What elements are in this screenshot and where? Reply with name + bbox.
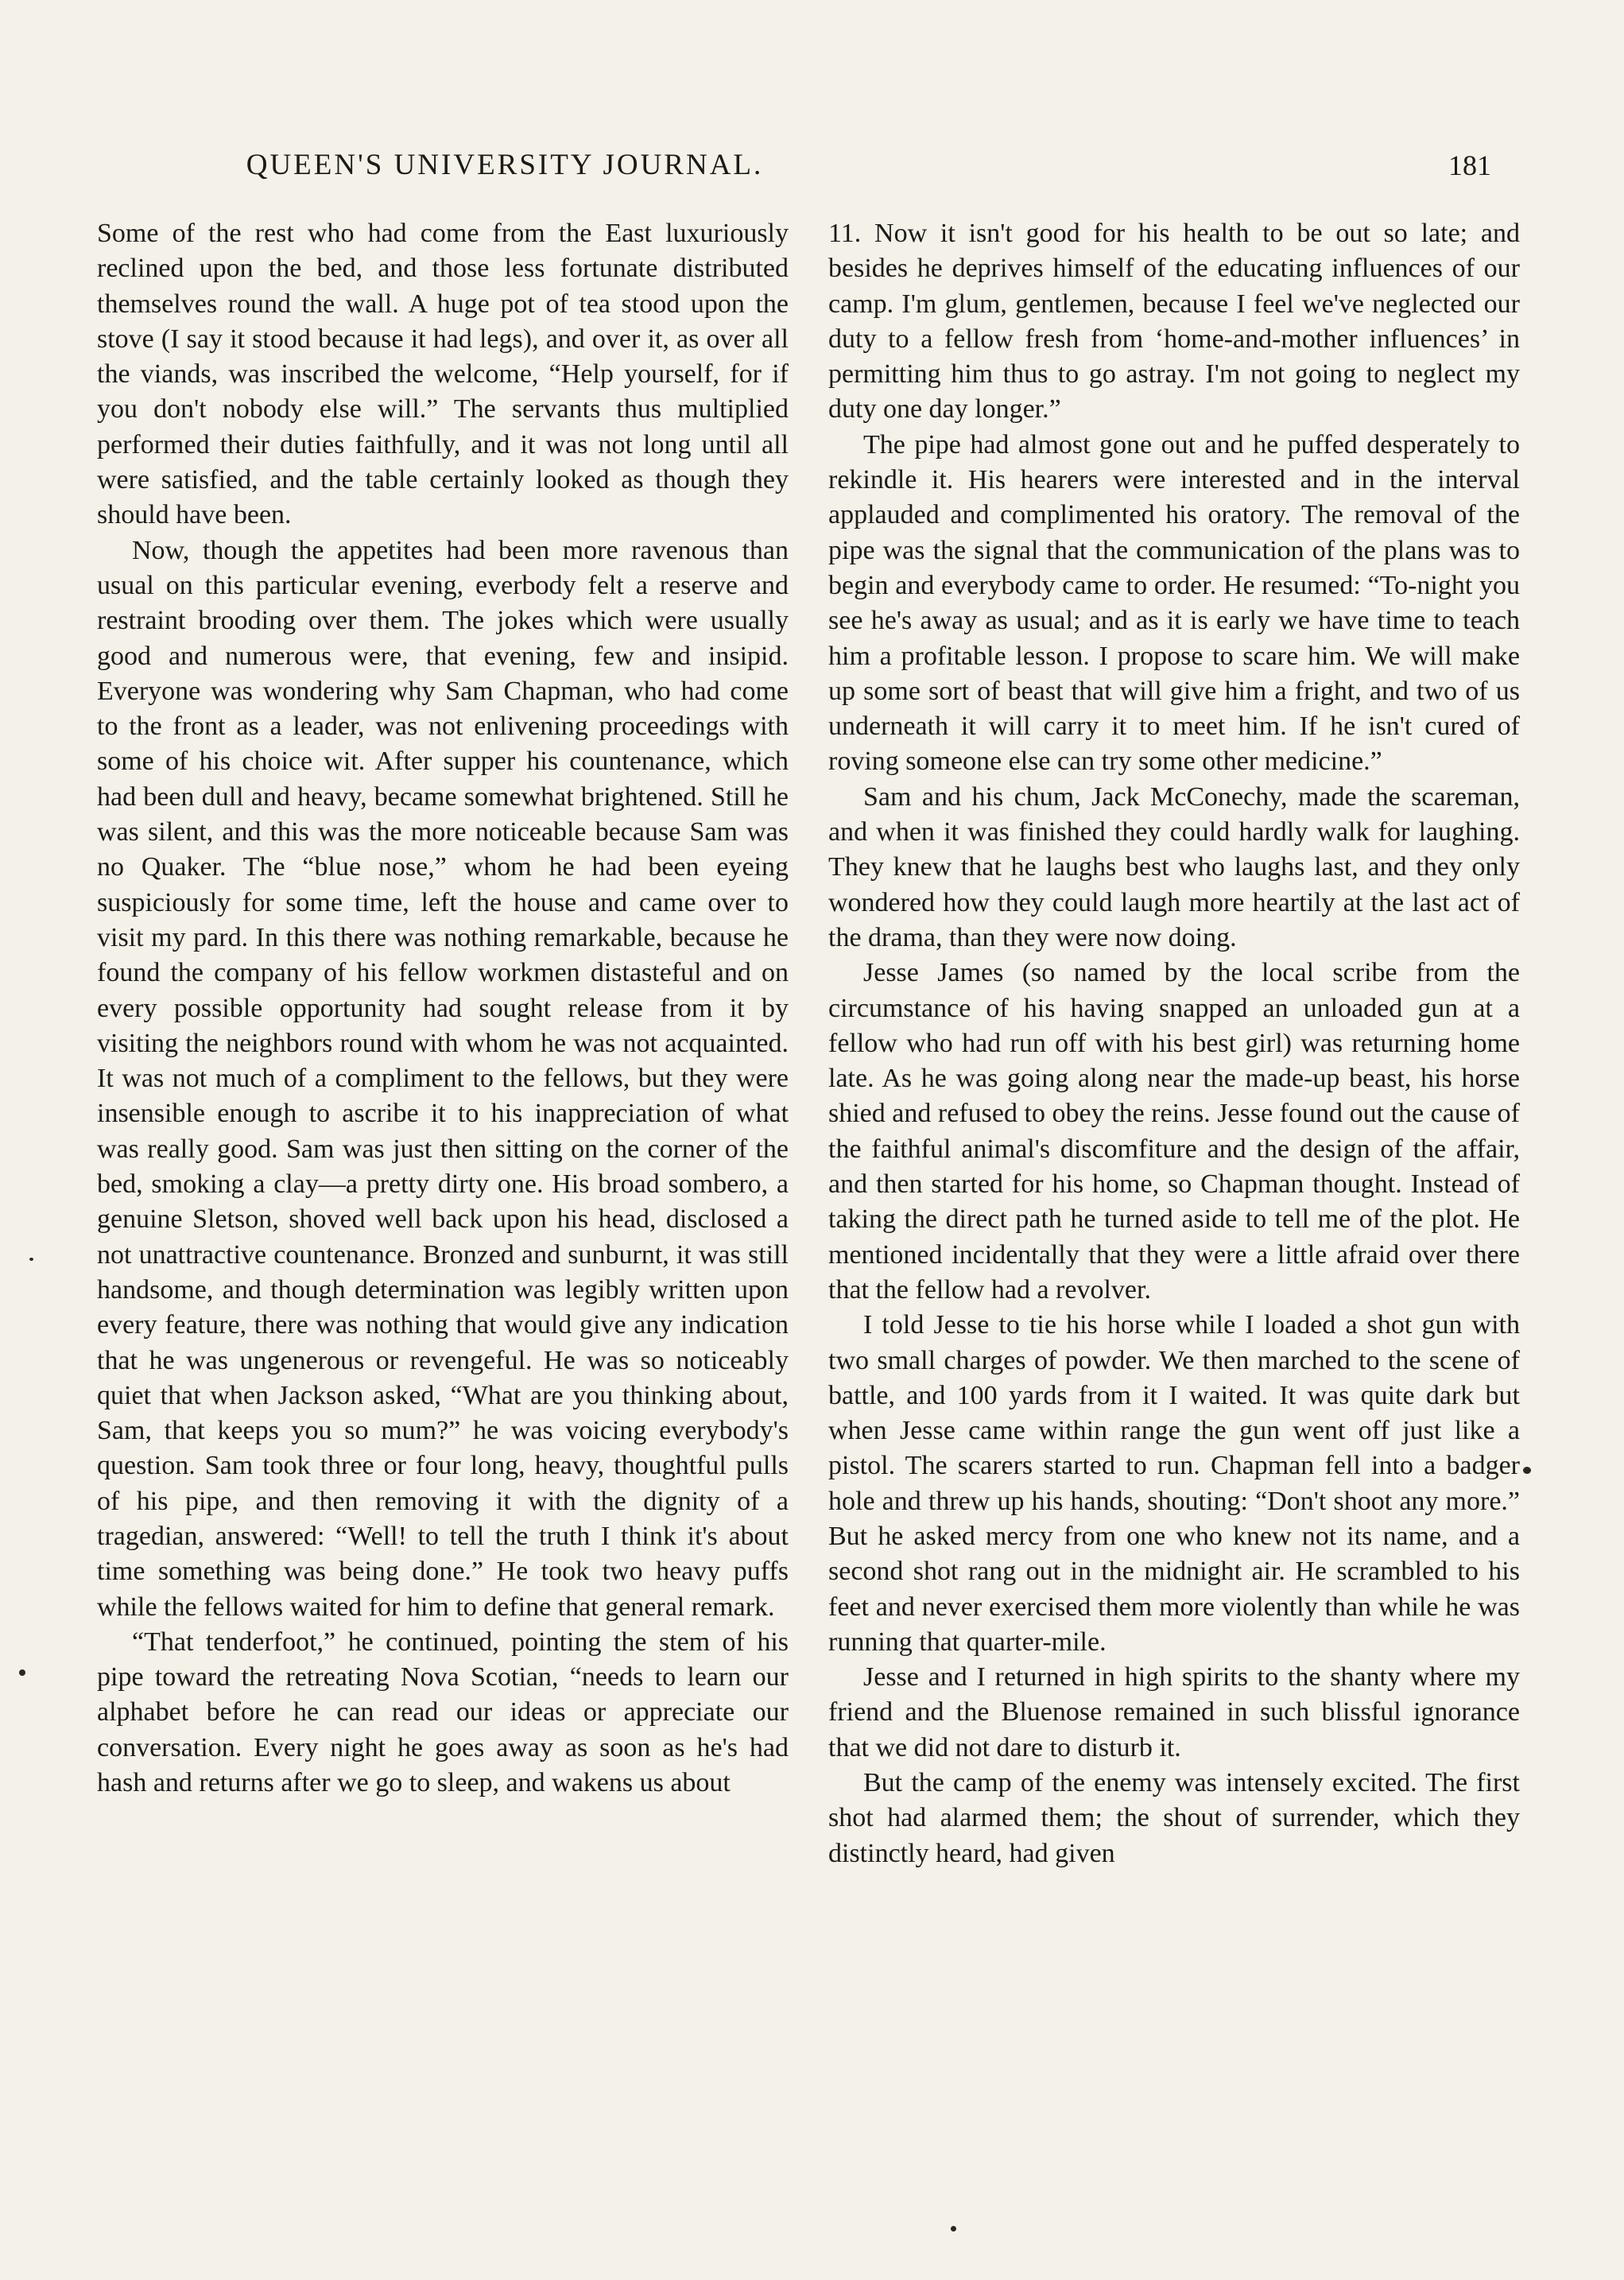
left-column — [97, 216, 789, 1801]
paragraph: But the camp of the enemy was intensely excited. The first shot had alarmed them; the shout of surrender, which they distinctly heard, had given — [828, 1768, 1520, 1868]
running-header — [0, 145, 1624, 186]
print-speck — [1523, 1467, 1531, 1474]
paragraph: Jesse and I returned in high spirits to the shanty where my friend and the Bluenose remained in such blissful ignorance that we did not dare to disturb it. — [828, 1662, 1520, 1762]
paragraph: “That tenderfoot,” he continued, pointing the stem of his pipe toward the retreating Nova Scotian, “needs to learn our alphabet before he can read our ideas or appreciate our conversation. Every night he goes away as soon as he's had hash and returns after we go to sleep, and wakens us about — [97, 1627, 789, 1798]
paragraph: 11. Now it isn't good for his health to be out so late; and besides he deprives himself of the educating influences of our camp. I'm glum, gentlemen, because I feel we've neglected our duty to a fellow fresh from ‘home-and-mother influences’ in permitting him thus to go astray. I'm not going to neglect my duty one day longer.” — [828, 219, 1520, 425]
paragraph: Some of the rest who had come from the East luxuriously reclined upon the bed, and those less fortunate distributed themselves round the wall. A huge pot of tea stood upon the stove (I say it stood because it had legs), and over it, as over all the viands, was inscribed the welcome, “Help yourself, for if you don't nobody else will.” The servants thus multiplied performed their duties faithfully, and it was not long until all were satisfied, and the table certainly looked as though they should have been. — [97, 219, 789, 530]
print-speck — [29, 1258, 33, 1261]
right-column — [828, 216, 1520, 1871]
paragraph: Jesse James (so named by the local scribe from the circumstance of his having snapped an unloaded gun at a fellow who had run off with his best girl) was returning home late. As he was going along near the made-up beast, his horse shied and refused to obey the reins. Jesse found out the cause of the faithful animal's discomfiture and the design of the affair, and then started for his home, so Chapman thought. Instead of taking the direct path he turned aside to tell me of the plot. He mentioned incidentally that they were a little afraid over there that the fellow had a revolver. — [828, 958, 1520, 1305]
page-number: 181 — [1448, 149, 1491, 181]
paragraph: Sam and his chum, Jack McConechy, made the scareman, and when it was finished they could hardly walk for laughing. They knew that he laughs best who laughs last, and they only wondered how they could laugh more heartily at the last act of the drama, than they were now doing. — [828, 781, 1520, 952]
print-speck — [19, 1669, 25, 1676]
print-speck — [951, 2226, 956, 2232]
paragraph: The pipe had almost gone out and he puffed desperately to rekindle it. His hearers were interested and in the interval applauded and complimented his oratory. The removal of the pipe was the signal that the communication of the plans was to begin and everybody came to order. He resumed: “To-night you see he's away as usual; and as it is early we have time to teach him a profitable lesson. I propose to scare him. We will make up some sort of beast that will give him a fright, and two of us underneath it will carry it to meet him. If he isn't cured of roving someone else can try some other medicine.” — [828, 429, 1520, 777]
paragraph: I told Jesse to tie his horse while I loaded a shot gun with two small charges of powder. We then marched to the scene of battle, and 100 yards from it I waited. It was quite dark but when Jesse came within range the gun went off just like a pistol. The scarers started to run. Chapman fell into a badger hole and threw up his hands, shouting: “Don't shoot any more.” But he asked mercy from one who knew not its name, and a second shot rang out in the midnight air. He scrambled to his feet and never exercised them more violently than while he was running that quarter-mile. — [828, 1310, 1520, 1657]
journal-title: QUEEN'S UNIVERSITY JOURNAL. — [246, 149, 764, 181]
paragraph: Now, though the appetites had been more ravenous than usual on this particular evening, everbody felt a reserve and restraint brooding over them. The jokes which were usually good and numerous were, that evening, few and insipid. Everyone was wondering why Sam Chapman, who had come to the front as a leader, was not enlivening proceedings with some of his choice wit. After supper his countenance, which had been dull and heavy, became somewhat brightened. Still he was silent, and this was the more noticeable because Sam was no Quaker. The “blue nose,” whom he had been eyeing suspiciously for some time, left the house and came over to visit my pard. In this there was nothing remarkable, because he found the company of his fellow workmen distasteful and on every possible opportunity had sought release from it by visiting the neighbors round with whom he was not acquainted. It was not much of a compliment to the fellows, but they were insensible enough to ascribe it to his inappreciation of what was really good. Sam was just then sitting on the corner of the bed, smoking a clay—a pretty dirty one. His broad sombero, a genuine Sletson, shoved well back upon his head, disclosed a not unattractive countenance. Bronzed and sunburnt, it was still handsome, and though determination was legibly written upon every feature, there was nothing that would give any indication that he was ungenerous or revengeful. He was so noticeably quiet that when Jackson asked, “What are you thinking about, Sam, that keeps you so mum?” he was voicing everybody's question. Sam took three or four long, heavy, thoughtful pulls of his pipe, and then removing it with the dignity of a tragedian, answered: “Well! to tell the truth I think it's about time something was being done.” He took two heavy puffs while the fellows waited for him to define that general remark. — [97, 535, 789, 1622]
